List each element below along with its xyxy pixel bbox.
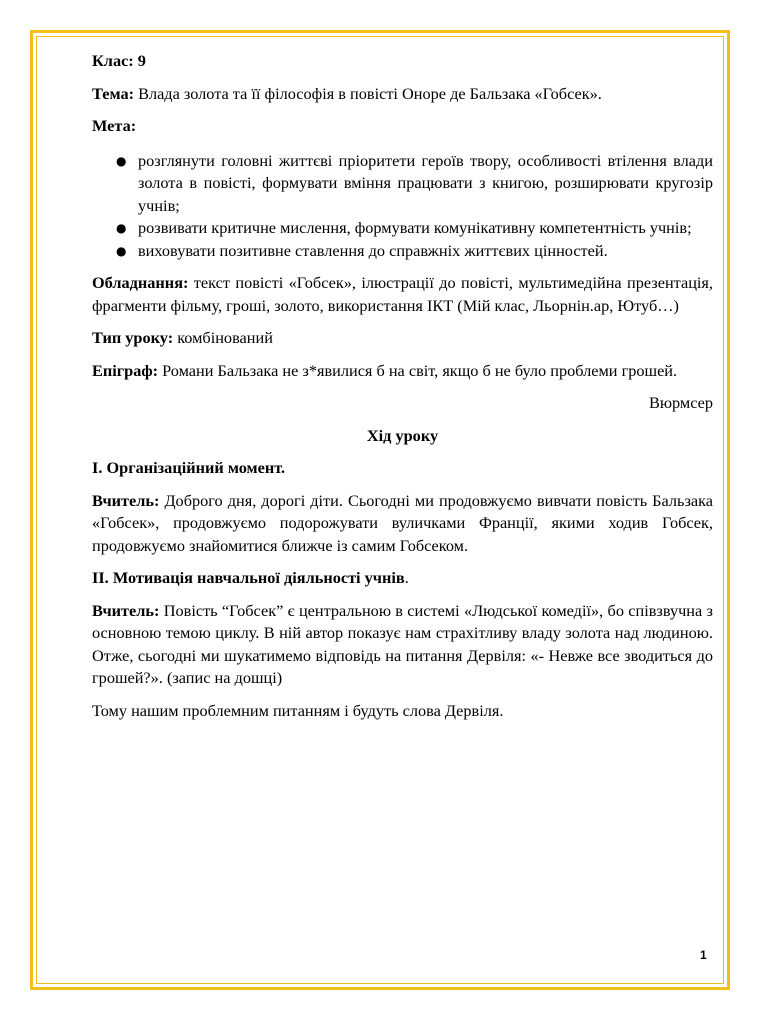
section-1-text: I. Організаційний момент. [92, 458, 286, 477]
topic-value: Влада золота та її філософія в повісті Оноре де Бальзака «Гобсек». [134, 83, 602, 103]
topic-label: Тема: [92, 83, 135, 103]
epigraph-paragraph [92, 360, 713, 383]
page-number: 1 [700, 948, 707, 962]
class-value: 9 [133, 51, 146, 70]
class-label: Клас: [92, 51, 134, 70]
epigraph-text: Романи Бальзака не з*явилися б на світ, якщо б не було проблеми грошей. [158, 360, 678, 380]
lesson-type-value: комбінований [173, 328, 273, 347]
lesson-type-line [92, 327, 713, 350]
section-2-title [92, 567, 713, 590]
lesson-heading [92, 425, 713, 448]
document-body [92, 50, 713, 732]
section-2-tail: . [404, 568, 409, 587]
goal-item [92, 240, 713, 263]
closing-paragraph: Тому нашим проблемним питанням і будуть слова Дервіля. [92, 700, 504, 720]
equipment-paragraph [92, 272, 713, 317]
teacher-text: Доброго дня, дорогі діти. Сьогодні ми продовжуємо вивчати повість Бальзака «Гобсек», продовжуємо подорожувати вуличками Франції, якими ходив Гобсек, продовжуємо знайомитися ближче із самим Гобсеком. [92, 490, 713, 555]
teacher-paragraph-2 [92, 600, 713, 690]
bullet-icon: ● [116, 243, 127, 258]
lesson-heading-text: Хід уроку [366, 425, 439, 445]
epigraph-label: Епіграф: [92, 360, 159, 380]
goal-item [92, 217, 713, 240]
lesson-type-label: Тип уроку: [92, 328, 174, 347]
epigraph-author: Вюрмсер [648, 393, 713, 412]
bullet-icon: ● [116, 153, 127, 168]
class-line [92, 50, 713, 73]
goal-text: розглянути головні життєві пріоритети героїв твору, особливості втілення влади золота в повісті, формувати вміння працювати з книгою, розширювати кругозір учнів; [138, 150, 713, 215]
section-1-title [92, 457, 713, 480]
teacher-paragraph-1 [92, 490, 713, 558]
teacher-text: Повість “Гобсек” є центральною в системі «Людської комедії», бо співзвучна з основною темою циклу. В ній автор показує нам страхітливу владу золота над людиною. Отже, сьогодні ми шукатимемо відповідь на питання Дервіля: «- Невже все зводиться до грошей?». (запис на дошці) [92, 600, 713, 687]
equipment-value: текст повісті «Гобсек», ілюстрації до повісті, мультимедійна презентація, фрагменти фільму, гроші, золото, використання ІКТ (Мій клас, Льорнін.ар, Ютуб…) [92, 273, 713, 315]
goal-text: розвивати критичне мислення, формувати комунікативну компетентність учнів; [138, 218, 692, 237]
topic-line [92, 83, 713, 106]
goal-label: Мета: [92, 116, 137, 135]
goal-item [92, 150, 713, 218]
goal-heading [92, 115, 713, 138]
goals-list [92, 150, 713, 263]
teacher-label: Вчитель: [92, 600, 160, 620]
goal-text: виховувати позитивне ставлення до справжніх життєвих цінностей. [138, 240, 608, 260]
bullet-icon: ● [116, 221, 127, 235]
equipment-label: Обладнання: [92, 273, 189, 292]
teacher-label: Вчитель: [92, 490, 160, 510]
section-2-text: II. Мотивація навчальної діяльності учнів [92, 568, 405, 587]
